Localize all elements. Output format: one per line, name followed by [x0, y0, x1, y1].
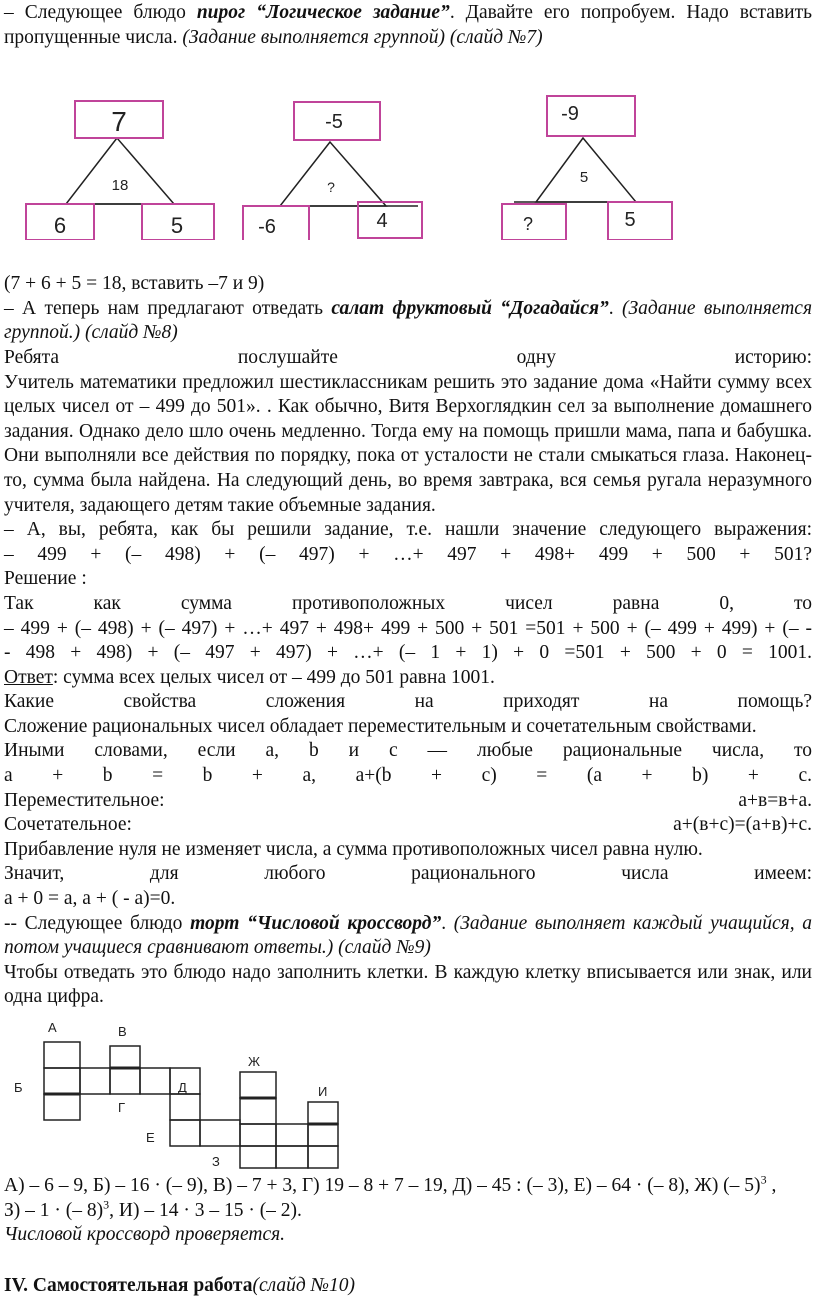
cake-instructions: Чтобы отведать это блюдо надо заполнить клетки. В каждую клетку вписывается или знак, или одна цифра.: [4, 961, 812, 1008]
crossword-label-b: Б: [14, 1080, 23, 1095]
crossword-label-zh: Ж: [248, 1054, 261, 1069]
crossword-label-v: В: [118, 1024, 127, 1039]
tasks-line-2-text: З) – 1 · (– 8): [4, 1199, 104, 1221]
salad-dish: салат фруктовый “Догадайся”: [331, 297, 609, 319]
commutative-row: [4, 789, 812, 814]
crossword-label-z: З: [212, 1154, 220, 1169]
story-paragraph: Учитель математики предложил шестиклассникам решить это задание дома «Найти сумму всех целых чисел от – 499 до 501». . Как обычно, Витя Верхоглядкин сел за выполнение домашнего задания. Однако дело шло очень медленно. Тогда ему на помощь пришли мама, папа и бабушка. Они выполняли все действия по порядку, пока от усталости не стали смыкаться глаза. Наконец-то, сумма была найдена. На следующий день, во время завтрака, вся семья ругала неразумного учителя, задающего детям такие объемные задания.: [4, 371, 812, 516]
crossword-grid: [4, 1020, 812, 1170]
triangle-2-left-box: [243, 206, 309, 240]
tasks-line-1-end: ,: [766, 1175, 777, 1196]
crossword-cell: [170, 1094, 200, 1120]
triangle-2-top-value: -5: [325, 111, 343, 134]
crossword-cell: [276, 1124, 308, 1146]
triangle-2-right-box: [358, 202, 422, 238]
properties-statement-2: Иными словами, если a, b и c — любые рациональные числа, то: [4, 740, 812, 762]
associative-label: Сочетательное:: [4, 814, 132, 836]
crossword-cell: [200, 1120, 240, 1146]
intro-dish: пирог “Логическое задание”: [196, 2, 450, 23]
cake-paragraph: [4, 912, 812, 961]
triangle-3-center-value: 5: [579, 169, 589, 187]
crossword-cell: [240, 1124, 276, 1146]
story-expression: – 499 + (– 498) + (– 497) + …+ 497 + 498+ 499 + 500 + 501?: [4, 543, 812, 565]
triangle-3-right-box: [608, 202, 672, 240]
cake-lead: -- Следующее блюдо: [4, 912, 191, 934]
cake-note: (Задание выполняет каждый учащийся, а потом учащиеся сравнивают ответы.) (слайд №9): [4, 912, 812, 959]
story-listen: Ребята послушайте одну историю:: [4, 346, 812, 368]
tasks-line-2-exponent: 3: [103, 1197, 110, 1212]
document-page: [4, 1, 812, 1298]
crossword-check: Числовой кроссворд проверяется.: [4, 1224, 286, 1246]
solution-line-1: Так как сумма противоположных чисел равна 0, то: [4, 592, 812, 614]
cake-dot: .: [441, 912, 447, 934]
crossword-cell: [80, 1068, 110, 1094]
salad-dot: .: [608, 297, 614, 319]
salad-note: (Задание выполняется группой.) (слайд №8): [4, 297, 813, 344]
commutative-label: Переместительное:: [4, 789, 165, 811]
associative-row: [4, 813, 812, 838]
crossword-cell: [110, 1068, 140, 1094]
triangle-1-center-value: 18: [111, 177, 129, 195]
intro-dash: – Следующее блюдо: [4, 2, 197, 23]
tasks-line-1: [4, 1174, 812, 1199]
properties-statement-1: Сложение рациональных чисел обладает переместительным и сочетательным свойствами.: [4, 715, 757, 737]
intro-note: (Задание выполняется группой) (слайд №7): [182, 26, 543, 48]
crossword-figure: [4, 1020, 812, 1170]
crossword-label-a: А: [48, 1020, 57, 1035]
triangle-1-top-value: 7: [111, 106, 127, 138]
crossword-cell: [240, 1098, 276, 1124]
solution-line-3: - 498 + 498) + (– 497 + 497) + …+ (– 1 + 1) + 0 =501 + 500 + 0 = 1001.: [4, 642, 812, 664]
crossword-label-d: Д: [178, 1080, 187, 1095]
solution-label: Решение :: [4, 568, 87, 590]
tasks-line-1-exponent: 3: [760, 1172, 767, 1187]
crossword-label-e: Е: [146, 1130, 155, 1145]
triangle-puzzle-1: [26, 101, 214, 240]
salad-lead: – А теперь нам предлагают отведать: [4, 297, 332, 319]
crossword-label-i: И: [318, 1084, 328, 1099]
crossword-cell: [110, 1046, 140, 1068]
cake-dish: торт “Числовой кроссворд”: [190, 912, 442, 934]
intro-rest: . Давайте его попробуем. Надо вставить пропущенные числа.: [4, 2, 812, 48]
triangle-puzzle-2: [243, 102, 422, 240]
answer-label: Ответ: [4, 666, 53, 688]
intro-paragraph: [4, 1, 812, 50]
tasks-line-2-end: , И) – 14 · 3 – 15 · (– 2).: [109, 1199, 302, 1221]
salad-paragraph: [4, 297, 812, 346]
solution-line-2: – 499 + (– 498) + (– 497) + …+ 497 + 498+ 499 + 500 + 501 =501 + 500 + (– 499 + 499) + (– -: [4, 617, 812, 639]
tasks-line-1-text: А) – 6 – 9, Б) – 16 · (– 9), В) – 7 + 3, Г) 19 – 8 + 7 – 19, Д) – 45 : (– 3), Е) – 64 · (– 8), Ж) (– 5): [4, 1175, 761, 1196]
answer-text: : сумма всех целых чисел от – 499 до 501 равна 1001.: [52, 666, 495, 688]
zero-line-3: a + 0 = a, a + ( - a)=0.: [4, 888, 176, 910]
crossword-cell: [170, 1120, 200, 1146]
zero-line-2: Значит, для любого рационального числа имеем:: [4, 863, 812, 885]
crossword-cell: [308, 1146, 338, 1168]
triangle-2-shape: [280, 142, 386, 206]
tasks-line-2: [4, 1199, 812, 1224]
crossword-label-g: Г: [118, 1100, 126, 1115]
triangle-1-shape: [66, 138, 174, 204]
section-slide: (слайд №10): [252, 1274, 355, 1296]
crossword-cell: [308, 1102, 338, 1124]
triangle-puzzles-figure: [4, 80, 812, 240]
story-question: – А, вы, ребята, как бы решили задание, т.е. нашли значение следующего выражения:: [4, 519, 812, 541]
properties-statement-3: a + b = b + a, a+(b + c) = (a + b) + c.: [4, 765, 812, 787]
crossword-cell: [44, 1042, 80, 1068]
section-title: IV. Самостоятельная работа: [4, 1274, 253, 1296]
crossword-cell: [140, 1068, 170, 1094]
triangle-1-left-value: 6: [53, 213, 67, 239]
triangle-3-left-value: ?: [522, 214, 534, 235]
triangle-3-right-value: 5: [624, 209, 636, 232]
answer-line: (7 + 6 + 5 = 18, вставить –7 и 9): [4, 273, 265, 295]
section-heading: [4, 1274, 812, 1298]
triangle-3-top-value: -9: [561, 103, 579, 126]
crossword-cell: [308, 1124, 338, 1146]
triangle-3-left-box: [502, 204, 566, 240]
triangle-2-center-value: ?: [327, 179, 335, 196]
crossword-cell: [240, 1146, 276, 1168]
commutative-value: а+в=в+а.: [738, 789, 812, 811]
crossword-cell: [240, 1072, 276, 1098]
crossword-cell: [44, 1068, 80, 1094]
triangle-1-right-value: 5: [170, 213, 184, 239]
properties-question: Какие свойства сложения на приходят на помощь?: [4, 691, 812, 713]
triangle-2-left-value: -6: [258, 216, 276, 239]
solution-answer: [4, 666, 812, 691]
associative-value: а+(в+с)=(а+в)+с.: [673, 814, 812, 836]
triangle-2-right-value: 4: [376, 210, 388, 233]
triangle-puzzle-3: [502, 96, 672, 240]
crossword-cell: [276, 1146, 308, 1168]
zero-line-1: Прибавление нуля не изменяет числа, а сумма противоположных чисел равна нулю.: [4, 838, 703, 860]
triangle-puzzles: [4, 80, 812, 240]
crossword-cell: [44, 1094, 80, 1120]
